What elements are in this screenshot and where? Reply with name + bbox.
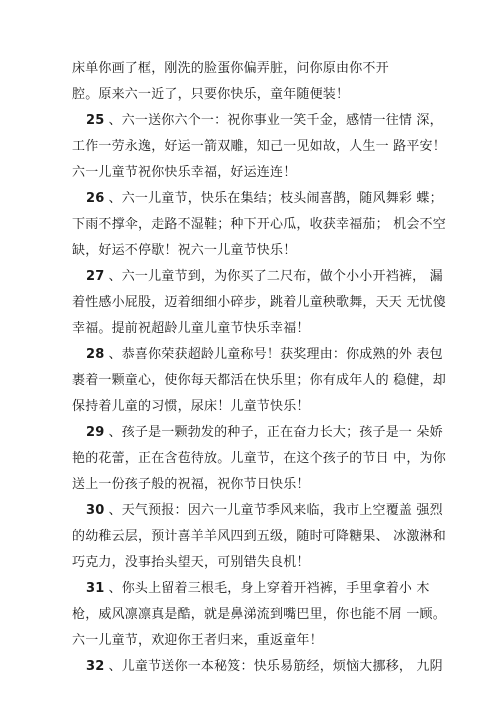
entry-first-line [72, 498, 443, 524]
entry-text: 、孩子是一颗勃发的种子，正在奋力长大；孩子是一 朵娇 [108, 425, 443, 440]
text-line: 幸福。提前祝超龄儿童儿童节快乐幸福！ [72, 321, 310, 336]
entry-number: 26 [86, 191, 105, 206]
entry-number: 31 [86, 581, 105, 596]
text-line: 裹着一颗童心，使你每天都活在快乐里；你有成年人的 稳健，却 [72, 373, 446, 388]
entry-first-line [72, 264, 443, 290]
entry-number: 25 [86, 113, 105, 128]
entry-number: 29 [86, 425, 105, 440]
text-line: 下雨不撑伞，走路不湿鞋；种下开心瓜，收获幸福茄； 机会不空 [72, 217, 446, 232]
entry-number: 27 [86, 269, 105, 284]
entry-29 [72, 420, 446, 498]
entry-number: 32 [86, 659, 105, 674]
text-line: 腔。原来六一近了，只要你快乐，童年随便装！ [72, 87, 350, 102]
entry-text: 、儿童节送你一本秘笈：快乐易筋经，烦恼大挪移， 九阴 [108, 659, 443, 674]
entry-30 [72, 498, 446, 576]
entry-first-line [72, 186, 443, 212]
entry-27 [72, 264, 446, 342]
text-line: 保持着儿童的习惯，尿床！儿童节快乐！ [72, 399, 310, 414]
entry-text: 、恭喜你荣获超龄儿童称号！获奖理由：你成熟的外 表包 [108, 347, 443, 362]
entry-text: 、你头上留着三根毛，身上穿着开裆裤，手里拿着小 木 [108, 581, 430, 596]
text-line: 工作一劳永逸，好运一箭双雕，知己一见如故，人生一 路平安！ [72, 139, 446, 154]
text-line: 枪，威风凛凛真是酷，就是鼻涕流到嘴巴里，你也能不屑 一顾。 [72, 607, 446, 622]
entry-text: 、六一儿童节，快乐在集结；枝头闹喜鹊，随风舞彩 蝶； [108, 191, 443, 206]
entry-text: 、天气预报：因六一儿童节季风来临，我市上空覆盖 强烈 [108, 503, 443, 518]
entry-32 [72, 654, 443, 680]
text-line: 六一儿童节祝你快乐幸福，好运连连！ [72, 165, 297, 180]
entry-26 [72, 186, 446, 264]
text-line: 艳的花蕾，正在含苞待放。儿童节，在这个孩子的节日 中，为你 [72, 451, 446, 466]
entry-number: 30 [86, 503, 105, 518]
entry-25 [72, 108, 446, 186]
entry-intro [72, 56, 432, 108]
text-line: 送上一份孩子般的祝福，祝你节日快乐！ [72, 477, 310, 492]
text-line: 着性感小屁股，迈着细细小碎步，跳着儿童秧歌舞，天天 无忧傻 [72, 295, 446, 310]
entry-first-line [72, 108, 443, 134]
entry-31 [72, 576, 446, 654]
entry-text: 、六一儿童节到，为你买了二尺布，做个小小开裆裤， 漏 [108, 269, 443, 284]
text-line: 的幼稚云层，预计喜羊羊风四到五级，随时可降糖果、 冰激淋和 [72, 529, 446, 544]
document-page [72, 56, 446, 680]
entry-text: 、六一送你六个一：祝你事业一笑千金，感情一往情 深， [108, 113, 443, 128]
entry-28 [72, 342, 446, 420]
text-line: 六一儿童节，欢迎你王者归来，重返童年！ [72, 633, 323, 648]
entry-first-line [72, 654, 443, 680]
text-line: 床单你画了框，刚洗的脸蛋你偏弄脏，问你原由你不开 [72, 61, 389, 76]
text-line: 缺，好运不停歇！祝六一儿童节快乐！ [72, 243, 297, 258]
entry-number: 28 [86, 347, 105, 362]
entry-first-line [72, 342, 443, 368]
entry-first-line [72, 420, 443, 446]
text-line: 巧克力，没事抬头望天，可别错失良机！ [72, 555, 310, 570]
entry-first-line [72, 576, 432, 602]
